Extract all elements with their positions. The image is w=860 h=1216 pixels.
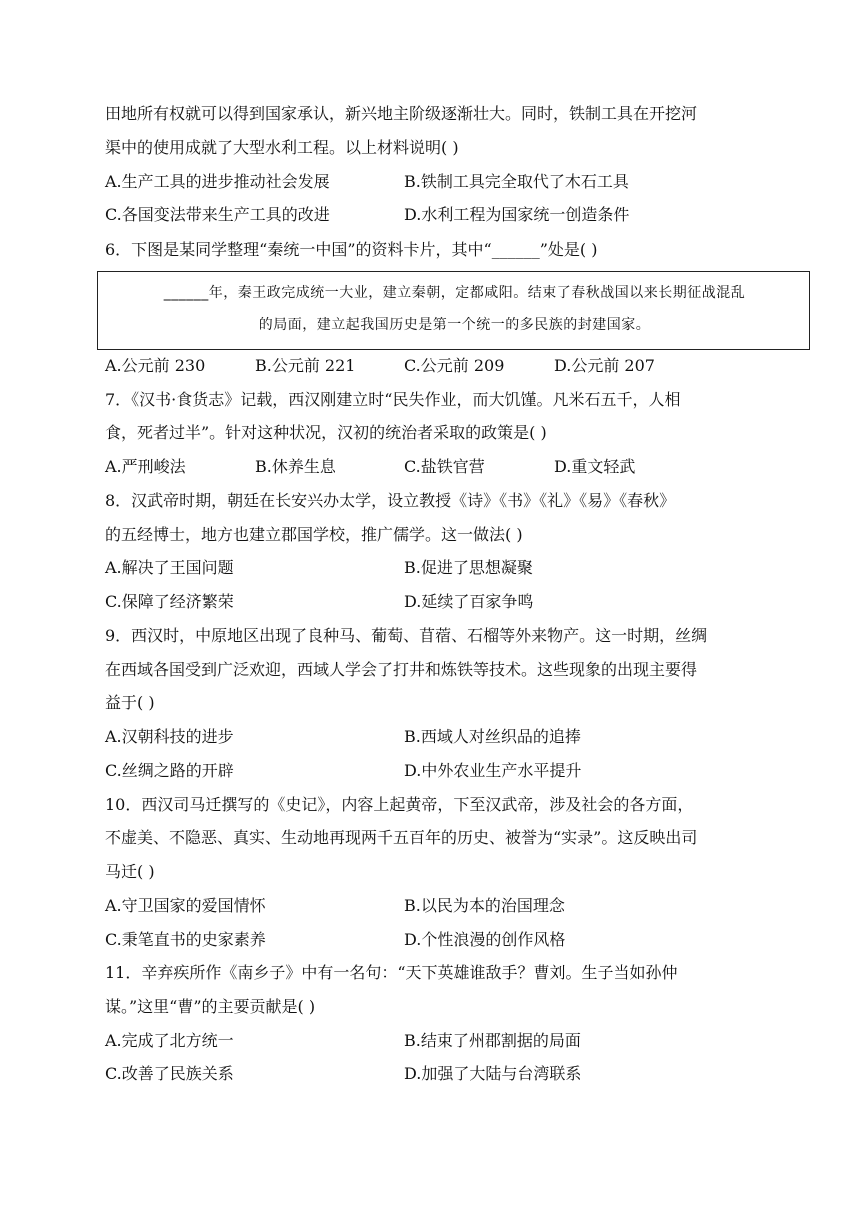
q7-option-b[interactable]: B.休养生息 (255, 457, 336, 476)
q10-option-a[interactable]: A.守卫国家的爱国情怀 (105, 896, 266, 915)
q5-option-d[interactable]: D.水利工程为国家统一创造条件 (404, 205, 630, 224)
q10-option-d[interactable]: D.个性浪漫的创作风格 (404, 930, 566, 949)
q7-stem-line-1: 7．《汉书·食货志》记载，西汉刚建立时“民失作业，而大饥馑。凡米石五千，人相 (105, 390, 681, 409)
q6-card-line-1: ______年，秦王政完成统一大业，建立秦朝，定都咸阳。结束了春秋战国以来长期征战混乱 (163, 285, 746, 301)
q8-option-a[interactable]: A.解决了王国问题 (105, 558, 234, 577)
q5-option-c[interactable]: C.各国变法带来生产工具的改进 (105, 205, 330, 224)
q6-option-b[interactable]: B.公元前 221 (255, 356, 356, 375)
q9-stem-line-1: 9．西汉时，中原地区出现了良种马、葡萄、苜蓿、石榴等外来物产。这一时期，丝绸 (105, 626, 708, 645)
q9-option-b[interactable]: B.西域人对丝织品的追捧 (404, 727, 581, 746)
q6-info-card (97, 271, 810, 350)
q9-stem-line-2: 在西域各国受到广泛欢迎，西域人学会了打井和炼铁等技术。这些现象的出现主要得 (105, 660, 698, 679)
q9-option-d[interactable]: D.中外农业生产水平提升 (404, 761, 582, 780)
q11-option-a[interactable]: A.完成了北方统一 (105, 1031, 234, 1050)
q6-stem: 6．下图是某同学整理“秦统一中国”的资料卡片，其中“______”处是( ) (105, 240, 598, 259)
q10-option-b[interactable]: B.以民为本的治国理念 (404, 896, 565, 915)
q8-option-b[interactable]: B.促进了思想凝聚 (404, 558, 533, 577)
q6-card-line-2: 的局面，建立起我国历史是第一个统一的多民族的封建国家。 (258, 317, 651, 333)
q9-option-c[interactable]: C.丝绸之路的开辟 (105, 761, 234, 780)
q11-option-c[interactable]: C.改善了民族关系 (105, 1064, 234, 1083)
q6-option-d[interactable]: D.公元前 207 (554, 356, 655, 375)
q5-stem-line-2: 渠中的使用成就了大型水利工程。以上材料说明( ) (105, 138, 459, 157)
q9-stem-line-3: 益于( ) (105, 693, 155, 712)
q8-option-d[interactable]: D.延续了百家争鸣 (404, 592, 534, 611)
q11-stem-line-2: 谋。”这里“曹”的主要贡献是( ) (105, 997, 316, 1016)
q8-stem-line-1: 8．汉武帝时期，朝廷在长安兴办太学，设立教授《诗》《书》《礼》《易》《春秋》 (105, 491, 676, 510)
q11-option-d[interactable]: D.加强了大陆与台湾联系 (404, 1064, 582, 1083)
q7-option-c[interactable]: C.盐铁官营 (404, 457, 485, 476)
q11-stem-line-1: 11．辛弃疾所作《南乡子》中有一名句：“天下英雄谁敌手？曹刘。生子当如孙仲 (105, 963, 678, 982)
q8-option-c[interactable]: C.保障了经济繁荣 (105, 592, 234, 611)
q9-option-a[interactable]: A.汉朝科技的进步 (105, 727, 234, 746)
q5-option-a[interactable]: A.生产工具的进步推动社会发展 (105, 172, 330, 191)
q7-option-a[interactable]: A.严刑峻法 (105, 457, 186, 476)
q8-stem-line-2: 的五经博士，地方也建立郡国学校，推广儒学。这一做法( ) (105, 525, 523, 544)
q10-stem-line-1: 10．西汉司马迁撰写的《史记》，内容上起黄帝，下至汉武帝，涉及社会的各方面， (105, 795, 694, 814)
q5-stem-line-1: 田地所有权就可以得到国家承认，新兴地主阶级逐渐壮大。同时，铁制工具在开挖河 (105, 104, 698, 123)
q10-option-c[interactable]: C.秉笔直书的史家素养 (105, 930, 266, 949)
q7-option-d[interactable]: D.重文轻武 (554, 457, 636, 476)
q11-option-b[interactable]: B.结束了州郡割据的局面 (404, 1031, 581, 1050)
q10-stem-line-3: 马迁( ) (105, 862, 155, 881)
q6-option-a[interactable]: A.公元前 230 (105, 356, 206, 375)
q6-option-c[interactable]: C.公元前 209 (404, 356, 505, 375)
q7-stem-line-2: 食，死者过半”。针对这种状况，汉初的统治者采取的政策是( ) (105, 423, 547, 442)
q10-stem-line-2: 不虚美、不隐恶、真实、生动地再现两千五百年的历史、被誉为“实录”。这反映出司 (105, 828, 698, 847)
q5-option-b[interactable]: B.铁制工具完全取代了木石工具 (404, 172, 629, 191)
